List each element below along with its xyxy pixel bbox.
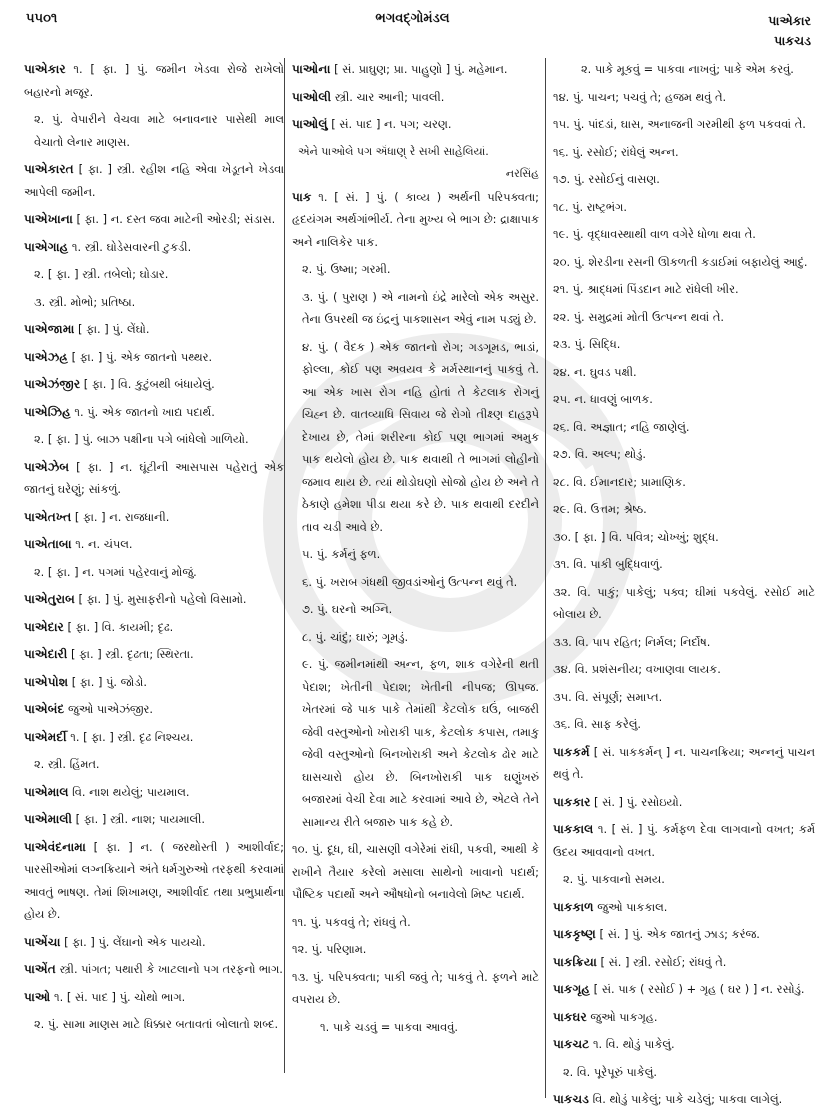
definition: [ ફા. ] સ્ત્રી. રહીશ નહિ એવા ખેડૂતને ખેડવા આપેલી જમીન. xyxy=(24,162,284,199)
sense: ૩૩. વિ. પાપ રહિત; નિર્મલ; નિર્દોષ. xyxy=(553,634,711,649)
column-divider xyxy=(284,58,285,1073)
definition: ૧. વિ. થોડું પાકેલું. xyxy=(589,1037,675,1051)
dictionary-entry xyxy=(24,808,284,831)
sense: ૨૩. પું. સિદ્ધિ. xyxy=(553,337,621,351)
sense: ૧૦. પું. દૂધ, ઘી, ચાસણી વગેરેમાં રાંધી, પકવી, આથી કે રાખીને તૈયાર કરેલો મસાલા સાથેનો ખાવાનો પદાર્થ; પૌષ્ટિક પદાર્થો અને ઔષધોનો બનાવેલો મિષ્ટ પદાર્થ. xyxy=(292,842,539,901)
sense: ૨૬. વિ. અજ્ઞાત; નહિ જાણેલું. xyxy=(553,419,690,434)
headword: પાએઝંજીર xyxy=(24,377,81,391)
sense: ૧૭. પું. રસોઈનું વાસણ. xyxy=(553,172,660,186)
headword: પાએમાલ xyxy=(24,784,69,799)
definition: [ ફા. ] પું. જોડો. xyxy=(68,674,148,689)
headword: પાએગાહ xyxy=(24,239,69,254)
definition: [ ફા. ] પું. મુસાફરીનો પહેલો વિસામો. xyxy=(74,592,247,606)
dictionary-entry xyxy=(553,896,815,919)
definition: વિ. થોડું પાકેલું; પાકે ચડેલું; પાકવા લાગેલું. xyxy=(588,1092,783,1106)
column-divider xyxy=(545,58,546,1098)
sense: ૨૦. પું. શેરડીના રસની ઊકળતી કડાઈમાં બફાયેલું આદું. xyxy=(553,254,808,269)
page-number: ૫૫૦૧ xyxy=(26,11,58,26)
running-title: ભગવદ્ગોમંડલ xyxy=(375,11,450,26)
sense: ૧૩. પું. પરિપક્વતા; પાકી જવું તે; પાકવું તે. ફળને માટે વપરાય છે. xyxy=(292,969,539,1006)
quotation-source: નરસિંહ xyxy=(505,167,539,180)
headword: પાકકર્મ xyxy=(553,744,590,759)
headword: પાએંત xyxy=(24,962,56,976)
headword: પાએકારત xyxy=(24,162,74,176)
dictionary-entry xyxy=(24,616,284,639)
sense: ૧૯. પું. વૃદ્ધાવસ્થાથી વાળ વગેરે ધોળા થવા તે. xyxy=(553,227,756,241)
sense: ૩૧. વિ. પાકી બુદ્ધિવાળું. xyxy=(553,557,663,571)
headword: પાક xyxy=(292,189,312,204)
sense: ૨૨. પું. સમુદ્રમાં મોતી ઉત્પન્ન થવાં તે. xyxy=(553,309,725,324)
sense: ૩૦. [ ફા. ] વિ. પવિત્ર; ચોખ્ખું; શુદ્ધ. xyxy=(553,529,719,544)
dictionary-entry xyxy=(24,533,284,556)
headword: પાએતાબા xyxy=(24,537,72,551)
sense: ૯. પું. જમીનમાંથી અન્ન, ફળ, શાક વગેરેની થતી પેદાશ; ખેતીની પેદાશ; ખેતીની નીપજ; ઊપજ. ખેતરમાં જે પાક પાકે તેમાંથી કેટલોક ઘઉં, બાજરી જેવી વસ્તુઓનો ખોરાકી પાક, કેટલોક કપાસ, તમાકુ જેવી વસ્તુઓનો બિનખોરાકી અને કેટલોક ઢોર માટે ઘાસચારો હોય છે. બિનખોરાકી પાક ઘણુંખરું બજારમાં વેચી દેવા માટે કરવામાં આવે છે, એટલે તેને સામાન્ય રીતે બજારુ પાક કહે છે. xyxy=(302,657,539,829)
sense: ૨૮. વિ. ઈમાનદાર; પ્રામાણિક. xyxy=(553,474,686,489)
sense: ૪. પું. ( વૈદક ) એક જાતનો રોગ; ગડગૂમડ, ભાડાં, ફોલ્લા, કોઈ પણ અવયવ કે મર્મસ્થાનનું પાકવું તે. આ એક ખાસ રોગ નહિ હોતાં તે કેટલાક રોગનું ચિહ્ન છે. વાતવ્યાધિ સિવાય જે રોગો તીક્ષ્ણ દાહરૂપે દેખાય છે, તેમાં શરીરના કોઈ પણ ભાગમાં અમુક પાક થયેલો હોય છે. પાક થવાથી તે ભાગમાં લોહીનો જમાવ થાય છે. ત્યાં થોડોઘણો સોજો હોય છે અને તે ઠેકાણે હમેશા પીડા થયા કરે છે. પાક થવાથી દરદીને તાવ ચડી આવે છે. xyxy=(302,339,539,534)
sense: ૨. [ ફા. ] પું. બાઝ પક્ષીના પગે બાંધેલો ગાળિયો. xyxy=(34,432,249,446)
guide-word-last: પાકચડ xyxy=(774,33,811,48)
headword: પાકઘર xyxy=(553,1009,587,1024)
headword: પાએકાર xyxy=(24,62,66,76)
headword: પાએઝેબ xyxy=(24,459,70,474)
dictionary-entry xyxy=(24,986,284,1009)
definition: [ ફા. ] સ્ત્રી. નાશ; પાયમાલી. xyxy=(72,812,206,826)
definition: ૧. સ્ત્રી. ઘોડેસવારની ટુકડી. xyxy=(68,239,192,254)
definition: [ ફા. ] ન. રાજધાની. xyxy=(71,509,170,524)
dictionary-entry xyxy=(24,208,284,231)
headword: પાએખાના xyxy=(24,212,73,226)
sense: ૩૪. વિ. પ્રશંસનીય; વખાણવા લાયક. xyxy=(553,662,721,676)
definition: વિ. નાશ થયેલું; પાયમાલ. xyxy=(68,784,190,799)
sense: ૮. પું. ચાંદું; ઘારું; ગૂમડું. xyxy=(302,629,409,644)
headword: પાએદારી xyxy=(24,647,68,661)
dictionary-entry xyxy=(553,1006,815,1029)
headword: પાકગૃહ xyxy=(553,982,591,996)
dictionary-entry xyxy=(24,158,284,203)
page-header xyxy=(0,0,825,52)
column-left xyxy=(24,58,284,1041)
dictionary-entry xyxy=(24,643,284,666)
dictionary-entry xyxy=(24,671,284,694)
dictionary-entry xyxy=(553,818,815,863)
column-middle xyxy=(292,58,539,1043)
sense: ૨૯. વિ. ઉત્તમ; શ્રેષ્ઠ. xyxy=(553,502,647,516)
sense: ૨. [ ફા. ] સ્ત્રી. તબેલો; ઘોડાર. xyxy=(34,267,169,281)
definition: [ સં. ] સ્ત્રી. રસોઈ; રાંધવું તે. xyxy=(596,954,727,969)
sense: ૭. પું. ઘરનો અગ્નિ. xyxy=(302,602,393,616)
headword: પાકકાળ xyxy=(553,899,594,914)
sense: ૩૫. વિ. સંપૂર્ણ; સમાપ્ત. xyxy=(553,689,663,704)
quotation: એને પાઓલે પગ ઍંધાણ્ રે સખી સાહેલિયાં. xyxy=(298,144,489,158)
guide-word-first: પાએકાર xyxy=(768,13,811,28)
definition: ૧. પું. એક જાતનો ખાદ્ય પદાર્થ. xyxy=(70,404,215,419)
sense: ૨. પું. ઉષ્મા; ગરમી. xyxy=(302,262,391,276)
dictionary-entry xyxy=(24,456,284,501)
headword: પાએબંદ xyxy=(24,702,65,716)
sense: ૨. સ્ત્રી. હિંમત. xyxy=(34,757,100,771)
sense: ૨૭. વિ. અલ્પ; થોડું. xyxy=(553,447,647,461)
headword: પાએવંદનામા xyxy=(24,839,86,854)
sense: ૫. પું. કર્મનું ફળ. xyxy=(302,547,381,561)
definition: [ સં. ] પું. રસોઇયો. xyxy=(590,794,683,809)
dictionary-entry xyxy=(553,1088,815,1111)
headword: પાએતુરાબ xyxy=(24,592,75,606)
headword: પાકક્રિયા xyxy=(553,954,597,969)
headword: પાઓ xyxy=(24,989,51,1004)
dictionary-entry xyxy=(24,346,284,369)
definition: [ સં. પાદ ] ન. પગ; ચરણ. xyxy=(327,117,452,131)
dictionary-entry xyxy=(292,186,539,254)
dictionary-entry xyxy=(24,506,284,529)
headword: પાએદાર xyxy=(24,619,64,634)
sense: ૬. પું. ખરાબ ગંધથી જીવડાંઓનું ઉત્પન્ન થવું તે. xyxy=(302,574,518,589)
dictionary-entry xyxy=(292,58,539,81)
sense: ૩. પું. ( પુરાણ ) એ નામનો ઇંદ્રે મારેલો એક અસુર. તેના ઉપરથી જ ઇંદ્રનું પાકશાસન એવું નામ પડ્યું છે. xyxy=(302,289,539,326)
headword: પાએજામા xyxy=(24,322,75,336)
sense: ૨. વિ. પૂરેપૂરું પાકેલું. xyxy=(563,1064,657,1079)
sense: ૨. [ ફા. ] ન. પગમાં પહેરવાનું મોજું. xyxy=(34,564,197,579)
sense: ૩૬. વિ. સાફ કરેલું. xyxy=(553,717,642,731)
sense: ૨૫. ન. ધાવણું બાળક. xyxy=(553,392,653,406)
headword: પાકકાર xyxy=(553,794,591,809)
definition: જુઓ પાકગૃહ. xyxy=(586,1009,658,1024)
headword: પાકચટ xyxy=(553,1037,590,1051)
definition: [ ફા. ] સ્ત્રી. દૃઢતા; સ્થિરતા. xyxy=(67,647,194,661)
dictionary-entry xyxy=(24,931,284,954)
dictionary-entry xyxy=(292,86,539,109)
definition: સ્ત્રી. પાંગત; પથારી કે ખાટલાનો પગ તરફનો ભાગ. xyxy=(55,962,283,976)
definition: સ્ત્રી. ચાર આની; પાવલી. xyxy=(331,89,445,104)
headword: પાકચડ xyxy=(553,1092,589,1106)
guide-words xyxy=(768,11,811,51)
definition: [ ફા. ] પું. એક જાતનો પથ્થર. xyxy=(68,349,213,364)
definition: જુઓ પાએઝંજીર. xyxy=(64,702,153,716)
sense: ૧૨. પું. પરિણામ. xyxy=(292,942,367,956)
dictionary-entry xyxy=(24,236,284,259)
headword: પાએંચા xyxy=(24,934,61,949)
dictionary-entry xyxy=(292,113,539,136)
dictionary-entry xyxy=(24,318,284,341)
definition: [ ફા. ] વિ. કુટુંબથી બંધાયેલું. xyxy=(80,377,215,391)
sense: ૨. પું. સામા માણસ માટે ધિક્કાર બતાવતાં બોલાતો શબ્દ. xyxy=(34,1017,279,1031)
definition: [ સં. પાક ( રસોઈ ) + ગૃહ ( ઘર ) ] ન. રસોડું. xyxy=(590,982,805,996)
dictionary-entry xyxy=(553,791,815,814)
headword: પાકકૃષ્ણ xyxy=(553,927,596,941)
dictionary-entry xyxy=(24,58,284,103)
headword: પાએમાલી xyxy=(24,812,73,826)
definition: [ ફા. ] ન. ( જરથોસ્તી ) આશીર્વાદ; પારસીઓમાં લગ્નક્રિયાને અંતે ધર્મગુરુઓ તરફથી કરવામાં આવતું ભાષણ. તેમાં શિખામણ, આશીર્વાદ તથા પ્રભુપ્રાર્થના હોય છે. xyxy=(24,839,284,921)
definition: જુઓ પાકકાલ. xyxy=(593,899,668,914)
headword: પાકકાલ xyxy=(553,822,594,836)
dictionary-columns xyxy=(0,58,825,1106)
dictionary-entry xyxy=(24,781,284,804)
dictionary-entry xyxy=(24,373,284,396)
definition: ૧. [ ફા. ] પું. જમીન ખેડવા રોજે રાખેલો બહારનો મજૂર. xyxy=(24,62,284,99)
sense: ૧૮. પું. રાષ્ટ્રભંગ. xyxy=(553,199,627,214)
headword: પાઓલી xyxy=(292,89,332,104)
dictionary-entry xyxy=(553,1033,815,1056)
headword: પાએમર્દી xyxy=(24,729,67,744)
dictionary-entry xyxy=(553,978,815,1001)
sense: ૨૪. ન. ઘુવડ પક્ષી. xyxy=(553,364,637,379)
dictionary-entry xyxy=(24,958,284,981)
headword: પાએપોશ xyxy=(24,674,69,689)
column-right xyxy=(553,58,815,1116)
dictionary-entry xyxy=(24,588,284,611)
sense: ૩. સ્ત્રી. મોભો; પ્રતિષ્ઠા. xyxy=(34,294,136,309)
definition: [ ફા. ] વિ. કાયમી; દૃઢ. xyxy=(63,619,174,634)
definition: ૧. [ સં. ] પું. કર્મફળ દેવા લાગવાનો વખત; કર્મ ઉદય આવવાનો વખત. xyxy=(553,822,815,859)
definition: ૧. [ ફા. ] સ્ત્રી. દૃઢ નિશ્ચય. xyxy=(66,729,194,744)
definition: [ સં. ] પું. એક જાતનું ઝાડ; કરંજ. xyxy=(595,927,760,941)
dictionary-entry xyxy=(24,836,284,926)
idiom: ૧. પાકે ચડવું = પાકવા આવવું. xyxy=(320,1019,458,1034)
sense: ૩૨. વિ. પાકું; પાકેલું; પક્વ; ઘીમાં પકવેલું. રસોઈ માટે બોલાય છે. xyxy=(553,584,815,621)
headword: પાએઝિહ xyxy=(24,404,71,419)
sense: ૧૧. પું. પકવવું તે; રાંધવું તે. xyxy=(292,914,411,929)
sense: ૧૪. પું. પાચન; પચવું તે; હજમ થવું તે. xyxy=(553,89,727,104)
dictionary-entry xyxy=(24,401,284,424)
sense: ૧૬. પું. રસોઈ; રાંધેલું અન્ન. xyxy=(553,144,679,159)
headword: પાએઝહ્ર xyxy=(24,349,69,364)
sense: ૨. પું. વેપારીને વેચવા માટે બનાવનાર પાસેથી માલ વેચાતો લેનાર માણસ. xyxy=(34,112,284,149)
definition: [ ફા. ] ન. ઘૂંટીની આસપાસ પહેરાતું એક જાતનું ઘરેણું; સાંકળું. xyxy=(24,459,284,496)
definition: [ ફા. ] ન. દસ્ત જવા માટેની ઓરડી; સંડાસ. xyxy=(72,212,276,226)
dictionary-entry xyxy=(553,741,815,786)
headword: પાઓના xyxy=(292,62,331,76)
dictionary-entry xyxy=(553,951,815,974)
definition: ૧. [ સં. ] પું. ( કાવ્ય ) અર્થની પરિપક્વતા; હૃદયંગમ અર્થગાંભીર્ય. તેના મુખ્ય બે ભાગ છે: દ્રાક્ષાપાક અને નાલિકેર પાક. xyxy=(292,189,539,249)
dictionary-entry xyxy=(24,698,284,721)
definition: ૧. ન. ચંપલ. xyxy=(71,537,133,551)
sense: ૨. પું. પાકવાનો સમય. xyxy=(563,872,665,886)
dictionary-entry xyxy=(24,726,284,749)
sense: ૧૫. પું. પાંદડાં, ઘાસ, અનાજની ગરમીથી ફળ પકવવાં તે. xyxy=(553,117,806,131)
definition: ૧. [ સં. પાદ ] પું. ચોથો ભાગ. xyxy=(50,989,186,1004)
idiom: ૨. પાકે મૂકવું = પાકવા નાખવું; પાકે એમ કરવું. xyxy=(581,62,794,76)
headword: પાઓલું xyxy=(292,117,328,131)
definition: [ ફા. ] પું. લેંઘાનો એક પાયચો. xyxy=(60,934,206,949)
definition: [ ફા. ] પું. લેંઘો. xyxy=(74,322,150,336)
sense: ૨૧. પું. શ્રાદ્ધમાં પિંડદાન માટે રાંધેલી ખીર. xyxy=(553,282,739,296)
definition: [ સં. પ્રાઘુણ; પ્રા. પાહુણો ] પું. મહેમાન. xyxy=(330,62,508,76)
headword: પાએતખ્ત xyxy=(24,509,72,524)
definition: [ સં. પાકકર્મન્ ] ન. પાચનક્રિયા; અન્નનું પાચન થવું તે. xyxy=(553,744,815,781)
dictionary-entry xyxy=(553,923,815,946)
